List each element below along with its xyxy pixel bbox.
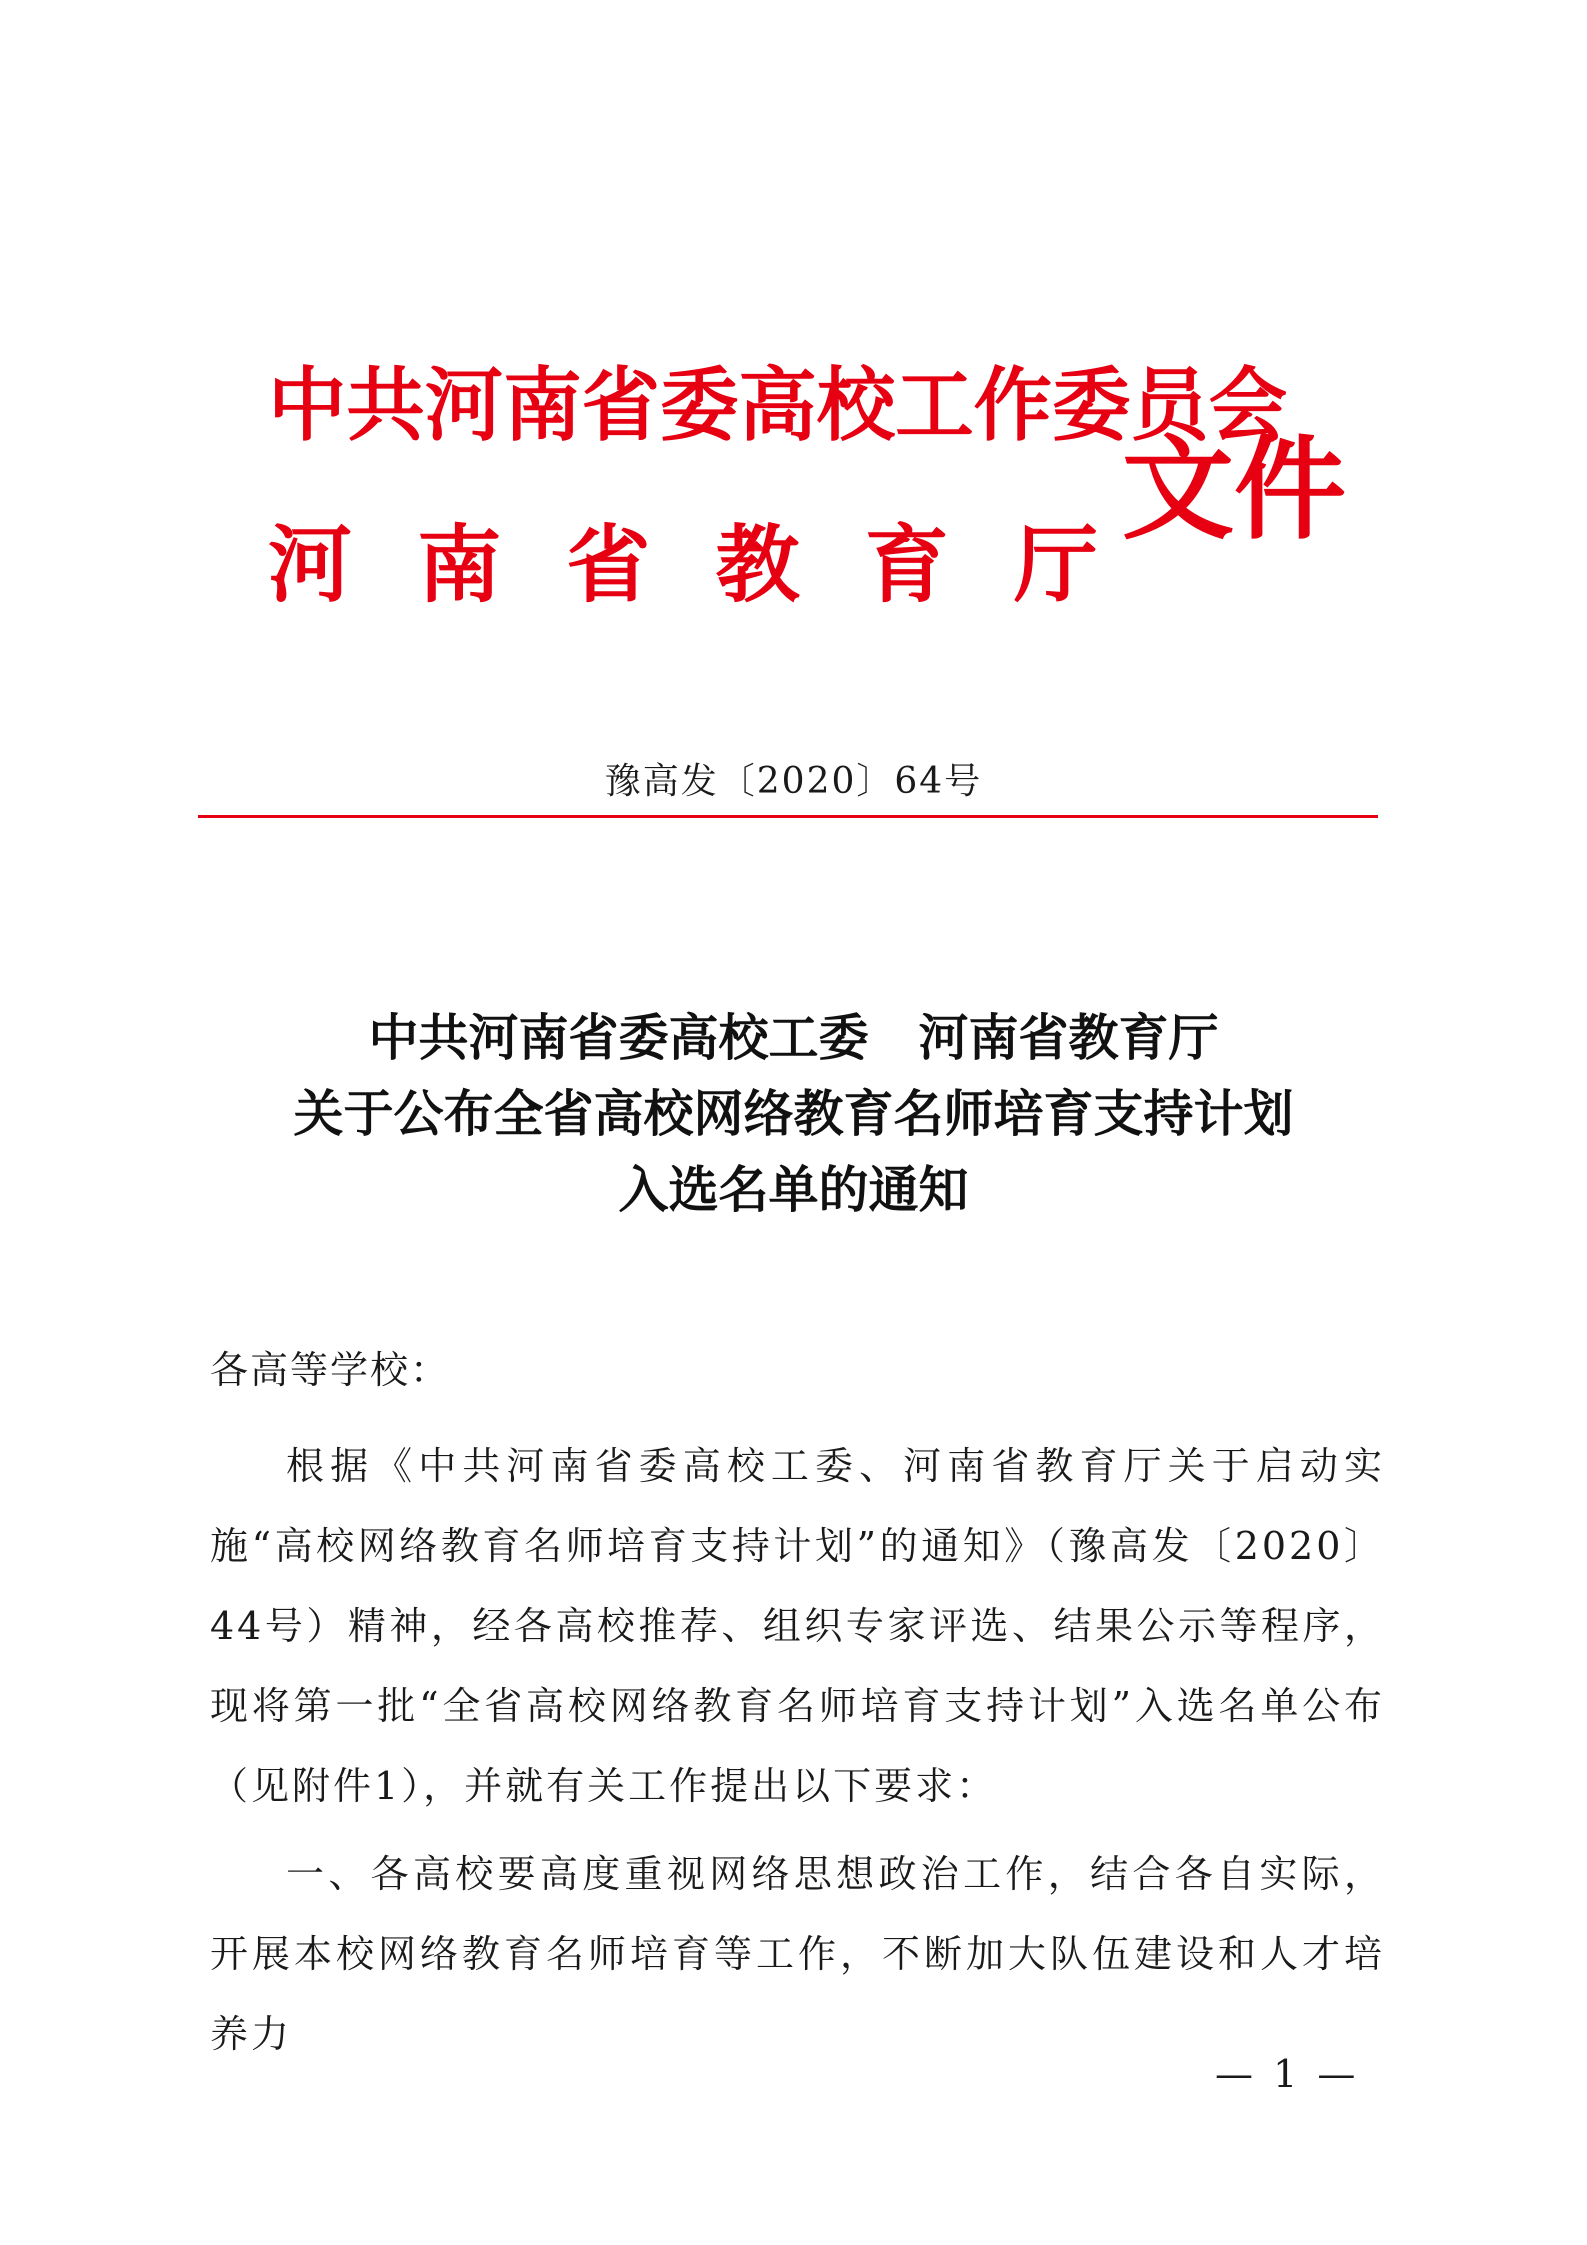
title-line: 关于公布全省高校网络教育名师培育支持计划 xyxy=(293,1085,1294,1143)
masthead-org-line2-char: 河 xyxy=(268,516,353,614)
masthead-suffix: 文件 xyxy=(1122,425,1346,555)
masthead-org-line2 xyxy=(268,515,1098,615)
page-number: — 1 — xyxy=(1215,2052,1360,2096)
masthead-org-line2-char: 南 xyxy=(417,516,502,614)
masthead-org-line2-char: 省 xyxy=(566,516,651,614)
salutation: 各高等学校： xyxy=(210,1348,451,1392)
document-body xyxy=(210,1330,1385,2074)
document-title xyxy=(0,1000,1587,1228)
title-line: 入选名单的通知 xyxy=(618,1161,969,1219)
body-paragraph: 根据《中共河南省委高校工委、河南省教育厅关于启动实施“高校网络教育名师培育支持计划”的通知》（豫高发〔2020〕44号）精神，经各高校推荐、组织专家评选、结果公示等程序，现将第一批“全省高校网络教育名师培育支持计划”入选名单公布（见附件1），并就有关工作提出以下要求： xyxy=(210,1444,1385,1808)
masthead-org-line2-char: 育 xyxy=(864,516,949,614)
masthead-org-line2-char: 教 xyxy=(715,516,800,614)
title-line: 中共河南省委高校工委 河南省教育厅 xyxy=(368,1009,1219,1067)
document-number: 豫高发〔2020〕64号 xyxy=(604,761,983,802)
body-paragraph: 一、各高校要高度重视网络思想政治工作，结合各自实际，开展本校网络教育名师培育等工作，不断加大队伍建设和人才培养力 xyxy=(210,1852,1385,2056)
red-divider xyxy=(198,815,1378,818)
masthead-org-line1: 中共河南省委高校工作委员会 xyxy=(268,359,1288,452)
masthead-org-line2-char: 厅 xyxy=(1013,516,1098,614)
masthead xyxy=(0,0,1587,660)
